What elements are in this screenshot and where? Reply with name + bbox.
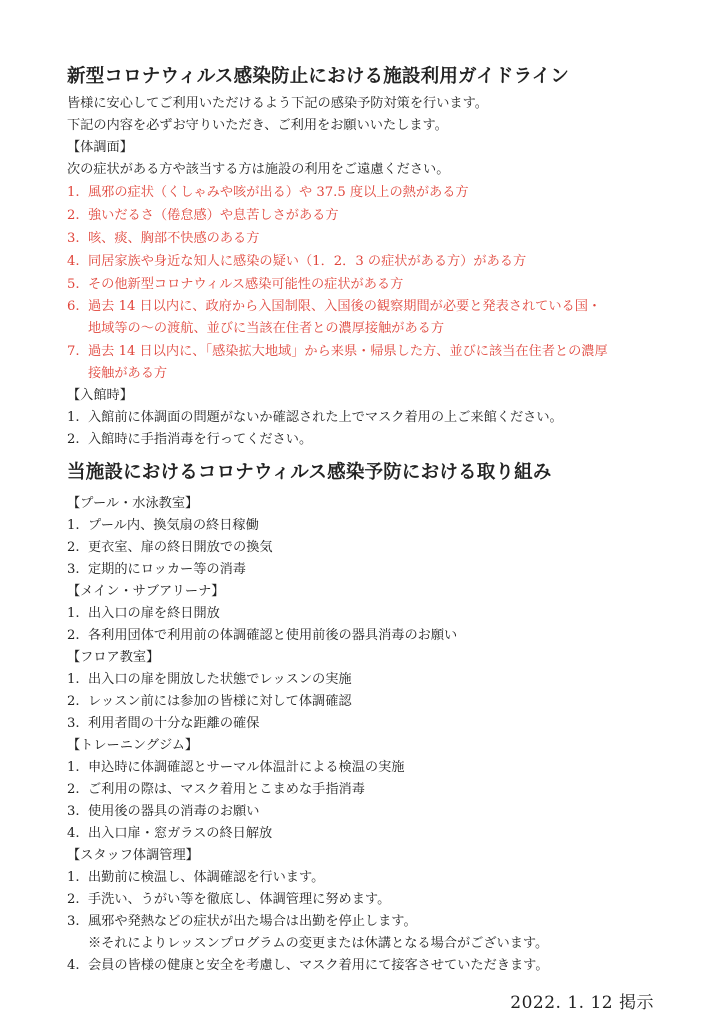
- intro-line-1: 皆様に安心してご利用いただけるよう下記の感染予防対策を行います。: [67, 96, 488, 111]
- item-text: レッスン前には参加の皆様に対して体調確認: [88, 694, 352, 709]
- item-text: 定期的にロッカー等の消毒: [88, 562, 246, 577]
- health-item-5: [67, 276, 403, 294]
- section-heading-staff: 【スタッフ体調管理】: [67, 848, 199, 863]
- item-number: 2.: [67, 892, 80, 907]
- health-item-6: [67, 298, 601, 316]
- item-text: その他新型コロナウィルス感染可能性の症状がある方: [88, 277, 404, 292]
- pool-item-3: [67, 561, 246, 579]
- item-text: 強いだるさ（倦怠感）や息苦しさがある方: [88, 208, 339, 223]
- section-heading-floor: 【フロア教室】: [67, 650, 160, 665]
- staff-item-4: [67, 957, 549, 975]
- health-heading: 【体調面】: [67, 140, 133, 155]
- item-text: 風邪の症状（くしゃみや咳が出る）や 37.5 度以上の熱がある方: [88, 185, 469, 200]
- item-number: 4.: [67, 958, 80, 973]
- item-text: 過去 14 日以内に、「感染拡大地域」から来県・帰県した方、並びに該当在住者との濃厚: [88, 344, 608, 359]
- item-text: 会員の皆様の健康と安全を考慮し、マスク着用にて接客させていただきます。: [88, 958, 549, 973]
- item-text: 同居家族や身近な知人に感染の疑い（1．2．3 の症状がある方）がある方: [88, 254, 527, 269]
- item-text: プール内、換気扇の終日稼働: [88, 518, 259, 533]
- pool-item-1: [67, 517, 259, 535]
- arena-item-1: [67, 605, 220, 623]
- item-number: 1.: [67, 185, 80, 200]
- item-text: 咳、痰、胸部不快感のある方: [88, 231, 260, 246]
- staff-item-2: [67, 891, 390, 909]
- staff-item-3-note: ※それによりレッスンプログラムの変更または休講となる場合がございます。: [88, 936, 549, 951]
- item-number: 6.: [67, 299, 80, 314]
- guideline-title: 新型コロナウィルス感染防止における施設利用ガイドライン: [67, 66, 570, 87]
- item-number: 1.: [67, 518, 80, 533]
- item-number: 3.: [67, 914, 80, 929]
- health-item-4: [67, 253, 526, 271]
- health-lead: 次の症状がある方や該当する方は施設の利用をご遠慮ください。: [67, 162, 450, 177]
- gym-item-2: [67, 781, 365, 799]
- item-text: 利用者間の十分な距離の確保: [88, 716, 260, 731]
- item-text: 申込時に体調確認とサーマル体温計による検温の実施: [88, 760, 405, 775]
- item-number: 1.: [67, 760, 80, 775]
- item-text: 更衣室、扉の終日開放での換気: [88, 540, 273, 555]
- health-item-7: [67, 343, 608, 361]
- staff-item-3: [67, 913, 417, 931]
- item-text: ご利用の際は、マスク着用とこまめな手指消毒: [88, 782, 365, 797]
- arena-item-2: [67, 627, 457, 645]
- health-item-1: [67, 184, 469, 202]
- intro-line-2: 下記の内容を必ずお守りいただき、ご利用をお願いいたします。: [67, 118, 448, 133]
- item-number: 2.: [67, 782, 80, 797]
- item-text: 入館時に手指消毒を行ってください。: [88, 432, 313, 447]
- section-heading-gym: 【トレーニングジム】: [67, 738, 199, 753]
- item-number: 4.: [67, 254, 80, 269]
- section-heading-arena: 【メイン・サブアリーナ】: [67, 584, 225, 599]
- item-text: 出勤前に検温し、体調確認を行います。: [88, 870, 325, 885]
- item-number: 5.: [67, 277, 80, 292]
- health-item-3: [67, 230, 259, 248]
- item-text: 入館前に体調面の問題がないか確認された上でマスク着用の上ご来館ください。: [88, 410, 563, 425]
- item-number: 2.: [67, 208, 80, 223]
- item-number: 4.: [67, 826, 80, 841]
- item-text: 各利用団体で利用前の体調確認と使用前後の器具消毒のお願い: [88, 628, 458, 643]
- item-number: 3.: [67, 231, 80, 246]
- item-text: 過去 14 日以内に、政府から入国制限、入国後の観察期間が必要と発表されている国・: [88, 299, 602, 314]
- posted-date: 2022. 1. 12 掲示: [510, 993, 654, 1013]
- gym-item-1: [67, 759, 405, 777]
- item-text: 出入口の扉を終日開放: [88, 606, 220, 621]
- entry-item-1: [67, 409, 563, 427]
- staff-item-1: [67, 869, 324, 887]
- item-text: 風邪や発熱などの症状が出た場合は出勤を停止します。: [88, 914, 417, 929]
- item-number: 1.: [67, 672, 80, 687]
- floor-item-2: [67, 693, 352, 711]
- item-number: 3.: [67, 804, 80, 819]
- health-item-7-continuation: 接触がある方: [88, 366, 168, 381]
- item-number: 7.: [67, 344, 80, 359]
- item-text: 手洗い、うがい等を徹底し、体調管理に努めます。: [88, 892, 391, 907]
- measures-title: 当施設におけるコロナウィルス感染予防における取り組み: [67, 462, 552, 483]
- item-number: 1.: [67, 606, 80, 621]
- section-heading-pool: 【プール・水泳教室】: [67, 496, 199, 511]
- entry-heading: 【入館時】: [67, 388, 133, 403]
- item-number: 2.: [67, 694, 80, 709]
- item-text: 出入口の扉を開放した状態でレッスンの実施: [88, 672, 352, 687]
- item-number: 3.: [67, 562, 80, 577]
- item-number: 2.: [67, 628, 80, 643]
- item-number: 1.: [67, 870, 80, 885]
- health-item-6-continuation: 地域等の～の渡航、並びに当該在住者との濃厚接触がある方: [88, 321, 445, 336]
- floor-item-1: [67, 671, 352, 689]
- item-number: 3.: [67, 716, 80, 731]
- item-text: 使用後の器具の消毒のお願い: [88, 804, 260, 819]
- health-item-2: [67, 207, 339, 225]
- gym-item-3: [67, 803, 259, 821]
- item-number: 2.: [67, 432, 80, 447]
- floor-item-3: [67, 715, 259, 733]
- item-number: 2.: [67, 540, 80, 555]
- gym-item-4: [67, 825, 272, 843]
- entry-item-2: [67, 431, 312, 449]
- pool-item-2: [67, 539, 273, 557]
- item-number: 1.: [67, 410, 80, 425]
- item-text: 出入口扉・窓ガラスの終日解放: [88, 826, 273, 841]
